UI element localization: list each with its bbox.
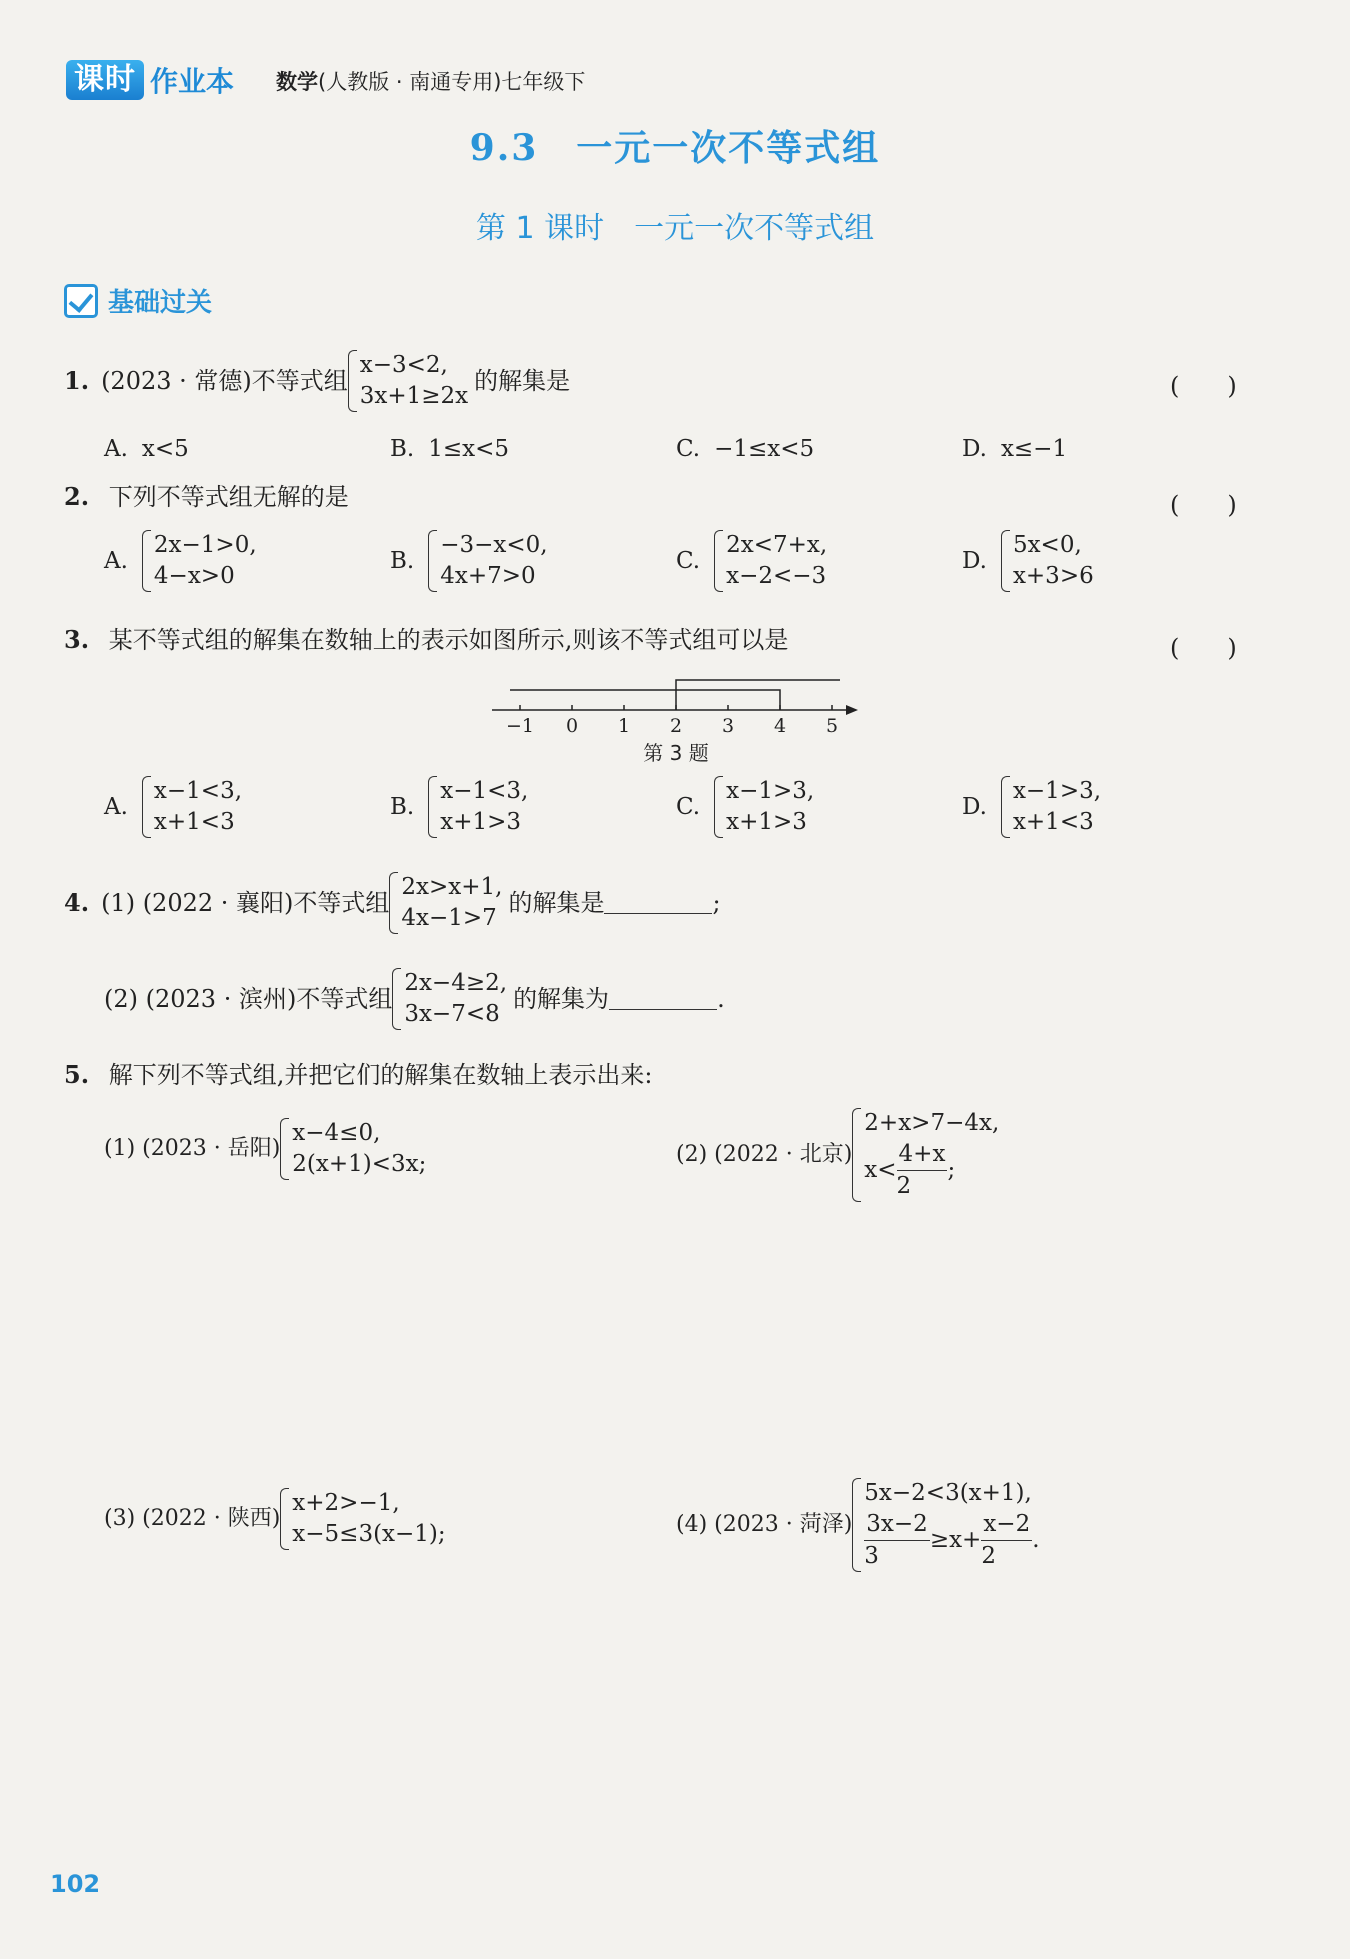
tick-label: 1: [617, 715, 631, 737]
option-label: A.: [104, 548, 128, 575]
inequality-system: [852, 1478, 1039, 1572]
lesson-title: 第 1 课时 一元一次不等式组: [475, 211, 875, 246]
system-line: 5x<0,: [1012, 532, 1082, 558]
question-3: [64, 625, 789, 654]
system-line: x+1>3: [726, 809, 807, 836]
system-line: 3x−7<8: [404, 1001, 500, 1028]
tick-label: 4: [773, 715, 787, 737]
question-suffix: 的解集是: [508, 889, 605, 918]
option-label: C.: [676, 794, 701, 821]
section-label: 基础过关: [108, 288, 213, 318]
option-d: [962, 436, 1067, 462]
option-label: B.: [390, 548, 415, 575]
system-line: x+1>3: [440, 809, 521, 836]
answer-parentheses: ( ): [1170, 491, 1237, 519]
system-line: 3x+1≥2x: [359, 383, 469, 410]
inequality-system: [1001, 776, 1101, 838]
question-number: 4.: [64, 888, 90, 918]
question-1: [64, 350, 570, 412]
numerator: 3x−2: [864, 1509, 930, 1541]
expr-part: .: [1032, 1527, 1040, 1554]
inequality-system: [142, 776, 242, 838]
system-line: 2+x>7−4x,: [864, 1110, 1000, 1136]
fraction: [864, 1509, 930, 1572]
question-5-part-2: [676, 1108, 999, 1202]
question-5-part-1: [104, 1118, 426, 1180]
option-text: −1≤x<5: [714, 436, 815, 462]
system-line: 2x−1>0,: [153, 532, 257, 558]
brace: [280, 1118, 289, 1180]
logo-text: 作业本: [150, 65, 235, 98]
brace: [389, 872, 398, 934]
expr-part: ;: [947, 1157, 956, 1184]
system-line: x−4≤0,: [292, 1120, 381, 1146]
book-title: [276, 66, 585, 96]
question-5: [64, 1060, 653, 1089]
tick-label: 3: [721, 715, 735, 737]
system-line: x−1>3,: [726, 778, 815, 804]
fraction: [897, 1139, 948, 1202]
section-title: 9.3 一元一次不等式组: [469, 127, 881, 169]
system-line: x−1>3,: [1012, 778, 1102, 804]
option-text: x<5: [141, 436, 189, 462]
brace: [348, 350, 357, 412]
expr-part: x<: [864, 1157, 897, 1184]
system-line: 4x−1>7: [401, 905, 497, 932]
system-line: x+3>6: [1012, 563, 1094, 590]
system-line: 4−x>0: [153, 563, 235, 590]
system-line: 2(x+1)<3x;: [292, 1151, 427, 1178]
question-number: 2.: [64, 482, 90, 511]
fraction: [981, 1509, 1032, 1572]
subject: 数学: [276, 70, 318, 94]
brace: [714, 776, 723, 838]
number-line-figure: [480, 660, 880, 765]
question-number: 3.: [64, 625, 90, 654]
denominator: 2: [896, 1173, 912, 1200]
option-label: D.: [962, 436, 987, 462]
inequality-system: [348, 350, 468, 412]
question-text: 下列不等式组无解的是: [108, 483, 349, 511]
system-line: x+1<3: [1012, 809, 1094, 836]
inequality-system: [428, 530, 547, 592]
system-line: x+1<3: [153, 809, 235, 836]
question-number: 1.: [64, 366, 90, 396]
solution-ray-upper: [510, 690, 780, 710]
question-prefix: (1) (2023 · 岳阳): [104, 1136, 281, 1162]
option-label: D.: [962, 548, 987, 575]
system-line: x+2>−1,: [292, 1490, 400, 1516]
question-4-part-1: [64, 872, 721, 934]
answer-parentheses: ( ): [1170, 372, 1237, 400]
option-text: 1≤x<5: [428, 436, 509, 462]
inequality-system: [142, 530, 257, 592]
option-label: B.: [390, 794, 415, 821]
system-line: 2x>x+1,: [401, 874, 503, 900]
inequality-system: [392, 968, 507, 1030]
checkbox-icon: [64, 284, 98, 318]
inequality-system: [1001, 530, 1094, 592]
question-number: 5.: [64, 1060, 90, 1089]
brand-logo: [66, 58, 234, 102]
brace: [428, 776, 437, 838]
brace: [428, 530, 437, 592]
system-line: 4x+7>0: [440, 563, 536, 590]
option-d: [962, 530, 1094, 592]
system-line: x−5≤3(x−1);: [292, 1521, 446, 1548]
option-label: A.: [104, 436, 128, 462]
answer-blank[interactable]: [609, 989, 717, 1010]
inequality-system: [714, 776, 814, 838]
option-a: [104, 530, 257, 592]
tick-label: −1: [505, 715, 535, 737]
question-5-part-3: [104, 1488, 446, 1550]
brace: [852, 1108, 861, 1202]
answer-parentheses: ( ): [1170, 634, 1237, 662]
axis-arrow: [846, 705, 858, 715]
tick-label: 0: [565, 715, 579, 737]
question-prefix: (4) (2023 · 菏泽): [676, 1512, 853, 1538]
expr-part: ≥x+: [929, 1527, 982, 1554]
question-suffix: 的解集是: [474, 367, 571, 396]
option-label: A.: [104, 794, 128, 821]
system-line: x−1<3,: [440, 778, 529, 804]
numerator: x−2: [981, 1509, 1032, 1541]
option-label: C.: [676, 436, 701, 462]
question-2: [64, 482, 349, 511]
inequality-system: [280, 1118, 426, 1180]
brace: [142, 530, 151, 592]
option-label: D.: [962, 794, 987, 821]
page-number: 102: [50, 1870, 101, 1898]
question-prefix: (2) (2022 · 北京): [676, 1142, 853, 1168]
question-text: 解下列不等式组,并把它们的解集在数轴上表示出来:: [108, 1061, 653, 1089]
option-b: [390, 436, 509, 462]
option-label: C.: [676, 548, 701, 575]
question-prefix: (3) (2022 · 陕西): [104, 1506, 281, 1532]
option-c: [676, 776, 814, 838]
brace: [714, 530, 723, 592]
question-4-part-2: [104, 968, 725, 1030]
system-line: [864, 1139, 999, 1202]
system-line: x−3<2,: [359, 352, 448, 378]
logo-mark: 课时: [66, 60, 144, 100]
denominator: 3: [864, 1543, 879, 1570]
option-c: [676, 436, 814, 462]
system-line: 2x−4≥2,: [404, 970, 508, 996]
option-d: [962, 776, 1101, 838]
system-line: [864, 1509, 1039, 1572]
brace: [392, 968, 401, 1030]
question-prefix: (2) (2023 · 滨州)不等式组: [104, 985, 393, 1014]
question-end: ;: [712, 889, 721, 918]
brace: [852, 1478, 861, 1572]
option-a: [104, 436, 189, 462]
inequality-system: [389, 872, 502, 934]
inequality-system: [852, 1108, 999, 1202]
system-line: −3−x<0,: [440, 532, 548, 558]
inequality-system: [280, 1488, 445, 1550]
system-line: 2x<7+x,: [726, 532, 828, 558]
edition: (人教版 · 南通专用)七年级下: [318, 70, 586, 94]
question-prefix: (2023 · 常德)不等式组: [101, 367, 348, 396]
question-suffix: 的解集为: [513, 985, 610, 1014]
question-text: 某不等式组的解集在数轴上的表示如图所示,则该不等式组可以是: [108, 626, 789, 654]
numerator: 4+x: [897, 1139, 948, 1171]
question-end: .: [717, 985, 725, 1014]
tick-label: 5: [825, 715, 839, 737]
option-text: x≤−1: [1000, 436, 1068, 462]
option-c: [676, 530, 827, 592]
tick-label: 2: [669, 715, 683, 737]
system-line: x−2<−3: [726, 563, 827, 590]
option-b: [390, 530, 548, 592]
option-a: [104, 776, 242, 838]
section-heading: [64, 282, 212, 319]
figure-caption: 第 3 题: [643, 741, 709, 765]
question-5-part-4: [676, 1478, 1040, 1572]
brace: [1001, 530, 1010, 592]
system-line: 5x−2<3(x+1),: [864, 1480, 1032, 1506]
denominator: 2: [981, 1543, 996, 1570]
system-line: x−1<3,: [153, 778, 243, 804]
brace: [142, 776, 151, 838]
inequality-system: [714, 530, 827, 592]
inequality-system: [428, 776, 528, 838]
brace: [280, 1488, 289, 1550]
question-prefix: (1) (2022 · 襄阳)不等式组: [101, 889, 390, 918]
solution-ray-lower: [676, 680, 840, 710]
answer-blank[interactable]: [604, 893, 712, 914]
brace: [1001, 776, 1010, 838]
option-label: B.: [390, 436, 415, 462]
option-b: [390, 776, 528, 838]
